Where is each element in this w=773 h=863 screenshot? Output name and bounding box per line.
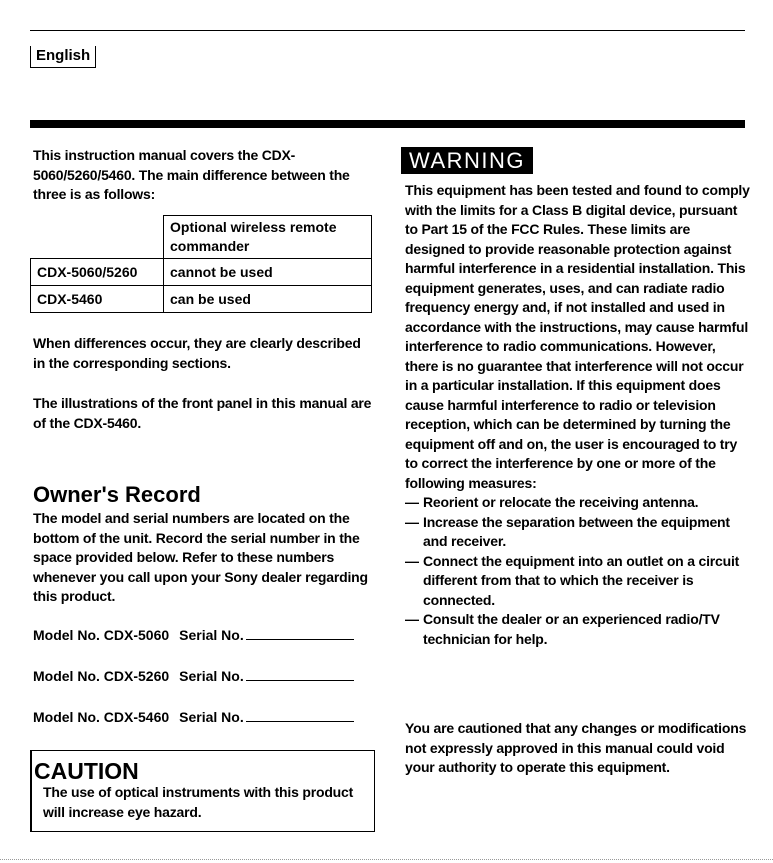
bottom-rule	[0, 859, 773, 860]
table-value-cell: cannot be used	[164, 259, 372, 286]
table-row	[31, 259, 372, 286]
model-record-line	[33, 709, 354, 725]
model-number: Model No. CDX-5260	[33, 668, 170, 684]
list-item: — Connect the equipment into an outlet on a circuit different from that to which the receiver is connected.	[405, 552, 750, 611]
serial-blank	[246, 627, 354, 640]
intro-paragraph: This instruction manual covers the CDX-5060/5260/5460. The main difference between the three is as follows:	[33, 147, 350, 202]
warning-paragraph: This equipment has been tested and found to comply with the limits for a Class B digital device, pursuant to Part 15 of the FCC Rules. These limits are designed to provide reasonable protection against harmful interference in a residential installation. This equipment generates, uses, and can radiate radio frequency energy and, if not installed and used in accordance with the instructions, may cause harmful interference to radio communications. However, there is no guarantee that interference will not occur in a particular installation. If this equipment does cause harmful interference to radio or television reception, which can be determined by turning the equipment off and on, the user is encouraged to try to correct the interference by one or more of the following measures:	[405, 182, 750, 491]
serial-blank	[246, 709, 354, 722]
list-item: — Reorient or relocate the receiving antenna.	[405, 493, 750, 513]
differences-text	[33, 334, 373, 373]
measure-text: Consult the dealer or an experienced radio/TV technician for help.	[423, 611, 720, 647]
serial-label: Serial No.	[179, 627, 244, 643]
top-rule	[30, 30, 745, 31]
warning-text	[405, 181, 750, 649]
owners-record-text	[33, 509, 373, 607]
measure-text: Increase the separation between the equipment and receiver.	[423, 513, 730, 549]
caution-heading: CAUTION	[34, 758, 139, 784]
owners-record-heading: Owner's Record	[33, 482, 201, 507]
table-model-cell: CDX-5460	[31, 286, 164, 313]
measure-text: Connect the equipment into an outlet on a circuit different from that to which the receiver is connected.	[423, 552, 740, 608]
illustrations-text	[33, 394, 373, 433]
model-number: Model No. CDX-5060	[33, 627, 170, 643]
intro-text	[33, 146, 368, 205]
table-header: Optional wireless remote commander	[164, 216, 372, 259]
illustrations-paragraph: The illustrations of the front panel in this manual are of the CDX-5460.	[33, 395, 372, 431]
table-model-cell: CDX-5060/5260	[31, 259, 164, 286]
table-value-cell: can be used	[164, 286, 372, 313]
owners-record-paragraph: The model and serial numbers are located on the bottom of the unit. Record the serial number in the space provided below. Refer to these numbers whenever you call upon your Sony dealer regarding this product.	[33, 510, 368, 604]
differences-paragraph: When differences occur, they are clearly described in the corresponding sections.	[33, 335, 361, 371]
serial-label: Serial No.	[179, 668, 244, 684]
warning-badge: WARNING	[401, 147, 533, 174]
caution-paragraph: The use of optical instruments with this product will increase eye hazard.	[43, 784, 354, 820]
model-number: Model No. CDX-5460	[33, 709, 170, 725]
table-row	[31, 286, 372, 313]
model-record-line	[33, 668, 354, 684]
serial-blank	[246, 668, 354, 681]
model-record-line	[33, 627, 354, 643]
closing-paragraph: You are cautioned that any changes or modifications not expressly approved in this manual could void your authority to operate this equipment.	[405, 720, 747, 775]
table-corner	[31, 216, 164, 259]
table-header-row	[31, 216, 372, 259]
measure-text: Reorient or relocate the receiving antenna.	[423, 494, 699, 510]
closing-text	[405, 719, 750, 778]
serial-label: Serial No.	[179, 709, 244, 725]
caution-text	[43, 783, 363, 822]
language-tab: English	[30, 46, 96, 68]
model-difference-table	[30, 215, 372, 313]
section-rule	[30, 120, 745, 128]
list-item: — Consult the dealer or an experienced radio/TV technician for help.	[405, 610, 750, 649]
list-item: — Increase the separation between the equipment and receiver.	[405, 513, 750, 552]
